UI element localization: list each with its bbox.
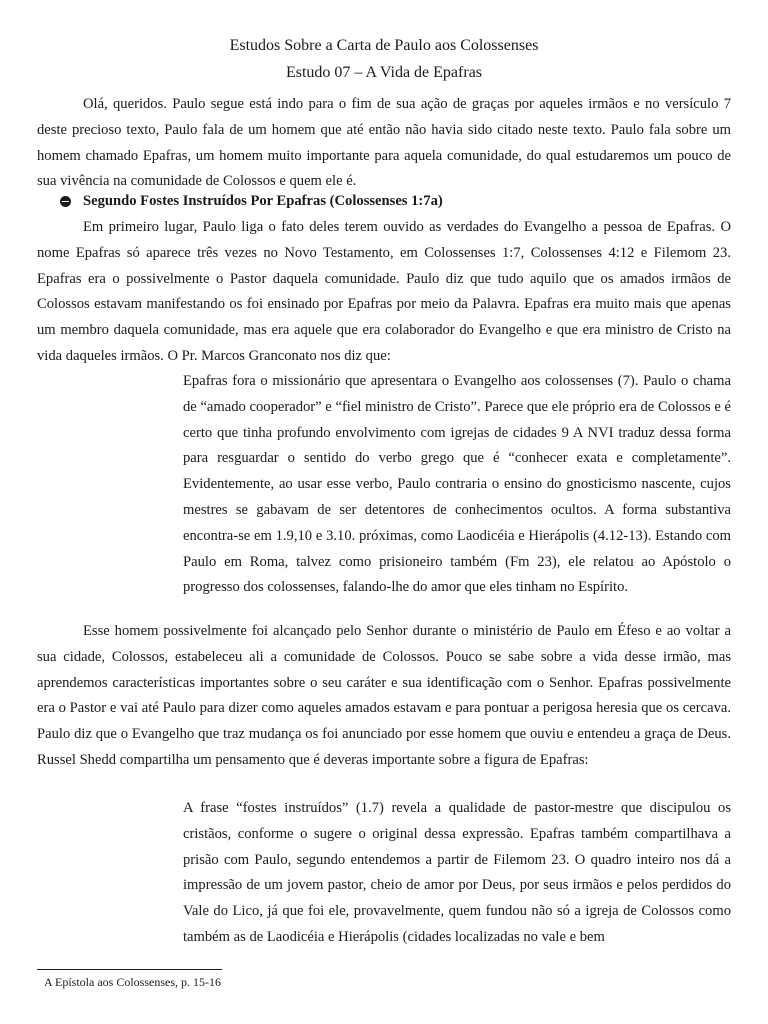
document-title: Estudos Sobre a Carta de Paulo aos Colossenses xyxy=(229,37,539,54)
paragraph-block-2 xyxy=(37,619,731,774)
footnote-divider xyxy=(37,969,222,970)
intro-paragraph-block xyxy=(37,92,731,195)
footnote: A Epístola aos Colossenses, p. 15-16 xyxy=(44,975,221,989)
quote-1-text: Epafras fora o missionário que apresentara o Evangelho aos colossenses (7). Paulo o chama de “amado cooperador” e “fiel ministro de Cristo”. Parece que ele próprio era de Colossos e é certo que tinha profundo envolvimento com igrejas de cidades 9 A NVI traduz dessa forma para resguardar o sentido do verbo grego que é “conhecer exata e completamente”. Evidentemente, ao usar esse verbo, Paulo contraria o ensino do gnosticismo nascente, cujos mestres se gabavam de ser detentores de conhecimentos ocultos. A forma substantiva encontra-se em 1.9,10 e 3.10. próximas, como Laodicéia e Hierápolis (4.12-13). Estando com Paulo em Roma, talvez como prisioneiro também (Fm 23), ele relatou ao Apóstolo o progresso dos colossenses, falando-lhe do amor que eles tinham no Espírito. xyxy=(183,373,731,596)
bullet-icon xyxy=(60,196,71,207)
quote-2-text: A frase “fostes instruídos” (1.7) revela a qualidade de pastor-mestre que discipulou os cristãos, conforme o sugere o original dessa expressão. Epafras também compartilhava a prisão com Paulo, segundo entendemos a partir de Filemom 23. O quadro inteiro nos dá a impressão de um jovem pastor, cheio de amor por Deus, por seus irmãos e pelos perdidos do Vale do Lico, já que foi ele, provavelmente, quem fundou não só a igreja de Colossos como também as de Laodicéia e Hierápolis (cidades localizadas no vale e bem xyxy=(183,800,731,945)
block-quote-2 xyxy=(183,796,731,951)
section-heading-text: Segundo Fostes Instruídos Por Epafras (Colossenses 1:7a) xyxy=(83,193,443,209)
intro-paragraph: Olá, queridos. Paulo segue está indo para o fim de sua ação de graças por aqueles irmãos e no versículo 7 deste precioso texto, Paulo fala de um homem que até então não havia sido citado neste texto. Paulo fala sobre um homem chamado Epafras, um homem muito importante para aquela comunidade, do qual estudaremos um pouco de sua vivência na comunidade de Colossos e quem ele é. xyxy=(37,96,731,190)
paragraph-block-1 xyxy=(37,215,731,370)
paragraph-2: Esse homem possivelmente foi alcançado pelo Senhor durante o ministério de Paulo em Éfeso e ao voltar a sua cidade, Colossos, estabeleceu ali a comunidade de Colossos. Pouco se sabe sobre a vida desse irmão, mas aprendemos características importantes sobre o seu caráter e sua identificação com o Senhor. Epafras possivelmente era o Pastor e vai até Paulo para dizer como aqueles amados estavam e para pontuar a perigosa heresia que os cercava. Paulo diz que o Evangelho que traz mudança os foi anunciado por esse homem que ouviu e entendeu a graça de Deus. Russel Shedd compartilha um pensamento que é deveras importante sobre a figura de Epafras: xyxy=(37,623,731,768)
block-quote-1 xyxy=(183,369,731,601)
document-subtitle: Estudo 07 – A Vida de Epafras xyxy=(285,64,483,81)
paragraph-1: Em primeiro lugar, Paulo liga o fato deles terem ouvido as verdades do Evangelho a pessoa de Epafras. O nome Epafras só aparece três vezes no Novo Testamento, em Colossenses 1:7, Colossenses 4:12 e Filemom 23. Epafras era o possivelmente o Pastor daquela comunidade. Paulo diz que tudo aquilo que os amados irmãos de Colossos estavam manifestando os foi ensinado por Epafras por meio da Palavra. Epafras era muito mais que apenas um membro daquela comunidade, mas era aquele que era colaborador do Evangelho e que era ministro de Cristo na vida daqueles irmãos. O Pr. Marcos Granconato nos diz que: xyxy=(37,219,731,364)
section-heading xyxy=(60,191,443,211)
